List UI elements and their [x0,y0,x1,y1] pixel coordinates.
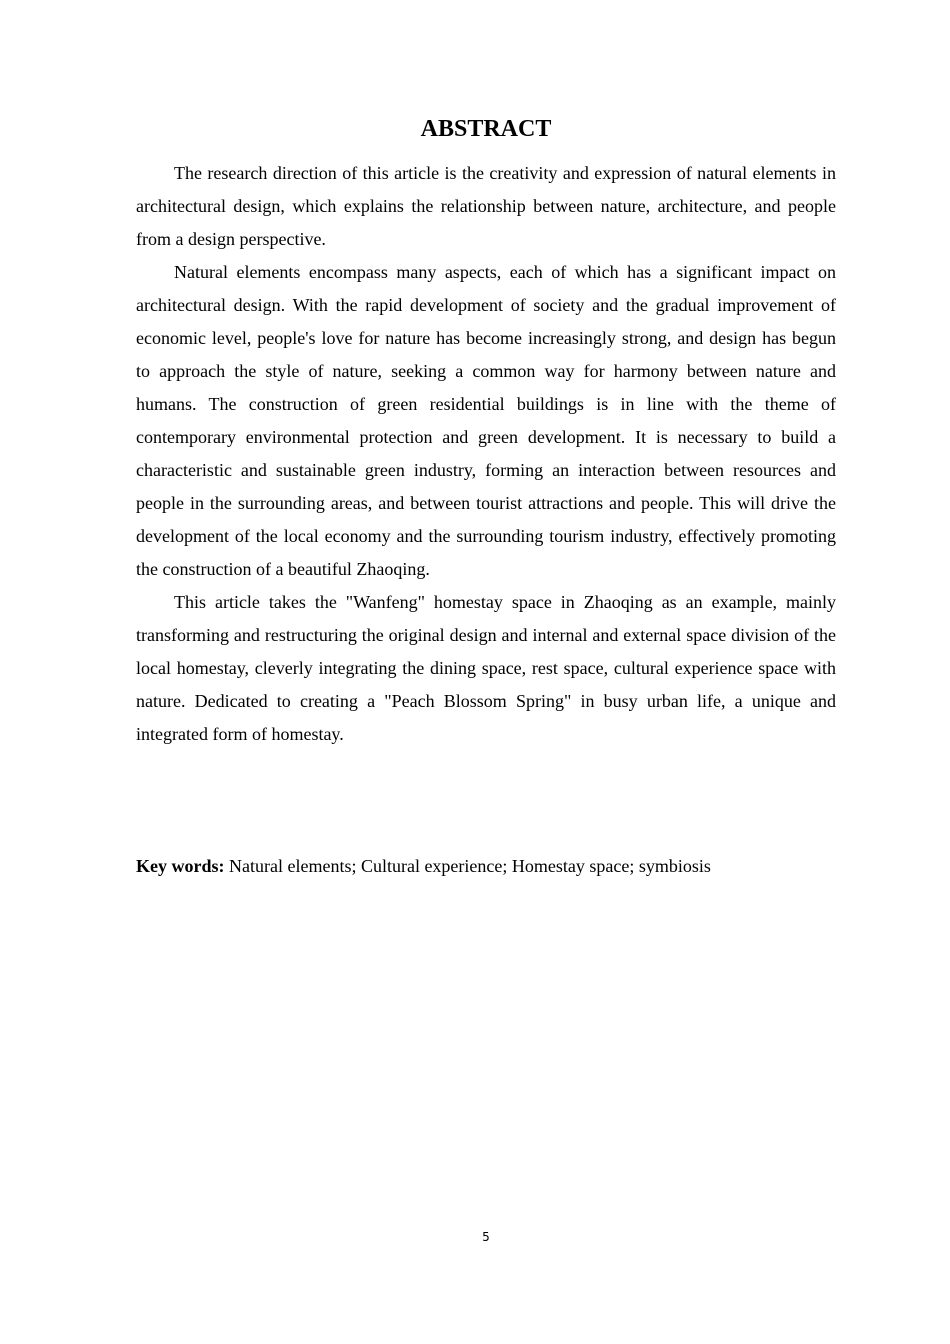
abstract-paragraph-3: This article takes the "Wanfeng" homestay space in Zhaoqing as an example, mainly transforming and restructuring the original design and internal and external space division of the local homestay, cleverly integrating the dining space, rest space, cultural experience space with nature. Dedicated to creating a "Peach Blossom Spring" in busy urban life, a unique and integrated form of homestay. [136,592,836,744]
abstract-body [136,157,836,751]
abstract-title: ABSTRACT [420,116,552,142]
keywords-list: Natural elements; Cultural experience; Homestay space; symbiosis [224,856,711,876]
keywords-line [136,850,836,883]
keywords-label: Key words: [136,856,225,876]
page-number: 5 [482,1230,490,1244]
abstract-paragraph-1: The research direction of this article is the creativity and expression of natural elements in architectural design, which explains the relationship between nature, architecture, and people from a design perspective. [136,163,836,249]
abstract-paragraph-2: Natural elements encompass many aspects, each of which has a significant impact on architectural design. With the rapid development of society and the gradual improvement of economic level, people's love for nature has become increasingly strong, and design has begun to approach the style of nature, seeking a common way for harmony between nature and humans. The construction of green residential buildings is in line with the theme of contemporary environmental protection and green development. It is necessary to build a characteristic and sustainable green industry, forming an interaction between resources and people in the surrounding areas, and between tourist attractions and people. This will drive the development of the local economy and the surrounding tourism industry, effectively promoting the construction of a beautiful Zhaoqing. [136,262,836,579]
